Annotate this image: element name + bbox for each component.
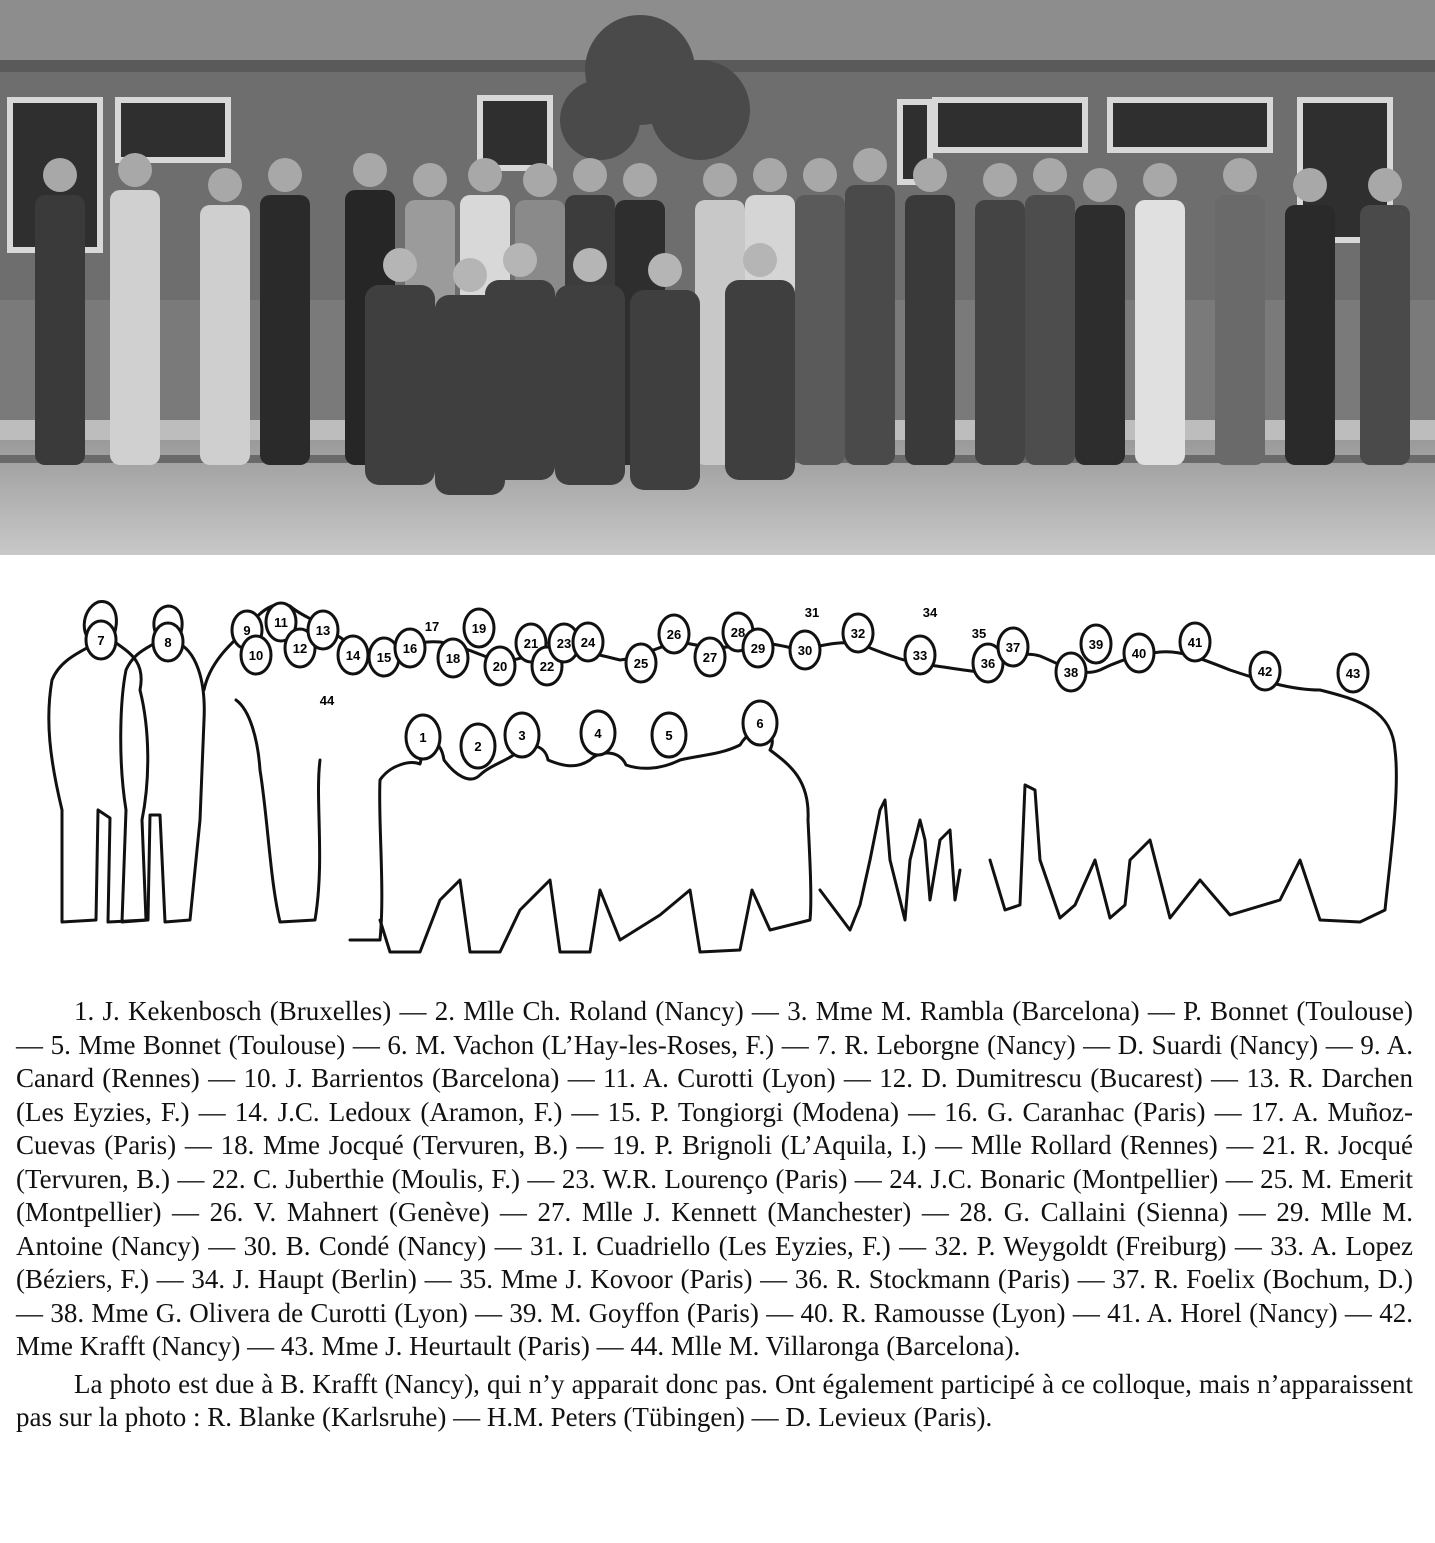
person-head bbox=[523, 163, 557, 197]
person-head bbox=[1083, 168, 1117, 202]
key-number-label: 23 bbox=[556, 636, 572, 651]
person-head bbox=[623, 163, 657, 197]
person-head bbox=[503, 243, 537, 277]
standing-person bbox=[1025, 195, 1075, 465]
standing-person bbox=[200, 205, 250, 465]
standing-person bbox=[35, 195, 85, 465]
person-head bbox=[913, 158, 947, 192]
key-number-label: 13 bbox=[315, 623, 331, 638]
seated-person bbox=[555, 285, 625, 485]
key-number-label: 17 bbox=[424, 619, 440, 634]
person-head bbox=[1143, 163, 1177, 197]
standing-person bbox=[260, 195, 310, 465]
key-number-label: 5 bbox=[665, 728, 673, 743]
key-number-label: 4 bbox=[594, 726, 602, 741]
key-number-label: 25 bbox=[633, 656, 649, 671]
silhouette-outline bbox=[820, 800, 960, 930]
person-head bbox=[118, 153, 152, 187]
key-number-label: 39 bbox=[1088, 637, 1104, 652]
person-head bbox=[453, 258, 487, 292]
person-head bbox=[983, 163, 1017, 197]
person-head bbox=[648, 253, 682, 287]
participant-list: 1. J. Kekenbosch (Bruxelles) — 2. Mlle Ch. Roland (Nancy) — 3. Mme M. Rambla (Barcelona) — P. Bonnet (Toulouse) — 5. Mme Bonnet (Toulouse) — 6. M. Vachon (L’Hay-les-Roses, F.) — 7. R. Leborgne (Nancy) — D. Suardi (Nancy) — 9. A. Canard (Rennes) — 10. J. Barrientos (Barcelona) — 11. A. Curotti (Lyon) — 12. D. Dumitrescu (Bucarest) — 13. R. Darchen (Les Eyzies, F.) — 14. J.C. Ledoux (Aramon, F.) — 15. P. Tongiorgi (Modena) — 16. G. Caranhac (Paris) — 17. A. Muñoz-Cuevas (Paris) — 18. Mme Jocqué (Tervuren, B.) — 19. P. Brignoli (L’Aquila, I.) — Mlle Rollard (Rennes) — 21. R. Jocqué (Tervuren, B.) — 22. C. Juberthie (Moulis, F.) — 23. W.R. Lourenço (Paris) — 24. J.C. Bonaric (Montpellier) — 25. M. Emerit (Montpellier) — 26. V. Mahnert (Genève) — 27. Mlle J. Kennett (Manchester) — 28. G. Callaini (Sienna) — 29. Mlle M. Antoine (Nancy) — 30. B. Condé (Nancy) — 31. I. Cuadriello (Les Eyzies, F.) — 32. P. Weygoldt (Freiburg) — 33. A. Lopez (Béziers, F.) — 34. J. Haupt (Berlin) — 35. Mme J. Kovoor (Paris) — 36. R. Stockmann (Paris) — 37. R. Foelix (Bochum, D.) — 38. Mme G. Olivera de Curotti (Lyon) — 39. M. Goyffon (Paris) — 40. R. Ramousse (Lyon) — 41. A. Horel (Nancy) — 42. Mme Krafft (Nancy) — 43. Mme J. Heurtault (Paris) — 44. Mlle M. Villaronga (Barcelona). bbox=[16, 996, 1413, 1361]
key-number-label: 42 bbox=[1257, 664, 1273, 679]
person-head bbox=[1293, 168, 1327, 202]
key-number-label: 26 bbox=[666, 627, 682, 642]
caption bbox=[16, 995, 1413, 1435]
person-head bbox=[43, 158, 77, 192]
person-head bbox=[573, 158, 607, 192]
silhouette-outline bbox=[236, 700, 320, 922]
person-head bbox=[753, 158, 787, 192]
seated-person bbox=[725, 280, 795, 480]
key-number-label: 3 bbox=[518, 728, 526, 743]
key-number-label: 36 bbox=[980, 656, 996, 671]
key-number-label: 24 bbox=[580, 635, 596, 650]
person-head bbox=[208, 168, 242, 202]
silhouette-key bbox=[0, 560, 1435, 980]
key-number-label: 16 bbox=[402, 641, 418, 656]
person-head bbox=[413, 163, 447, 197]
key-number-label: 44 bbox=[319, 693, 335, 708]
key-number-label: 30 bbox=[797, 643, 813, 658]
photo-credit: La photo est due à B. Krafft (Nancy), qui n’y apparait donc pas. Ont également participé à ce colloque, mais n’apparaissent pas sur la photo : R. Blanke (Karlsruhe) — H.M. Peters (Tübingen) — D. Levieux (Paris). bbox=[16, 1368, 1413, 1432]
key-number-label: 20 bbox=[492, 659, 508, 674]
key-number-label: 1 bbox=[419, 730, 427, 745]
key-number-label: 15 bbox=[376, 650, 392, 665]
key-number-label: 40 bbox=[1131, 646, 1147, 661]
key-number-label: 27 bbox=[702, 650, 718, 665]
standing-person bbox=[905, 195, 955, 465]
person-head bbox=[853, 148, 887, 182]
seated-person bbox=[630, 290, 700, 490]
standing-person bbox=[110, 190, 160, 465]
person-head bbox=[573, 248, 607, 282]
key-number-label: 12 bbox=[292, 641, 308, 656]
person-head bbox=[1368, 168, 1402, 202]
key-number-label: 34 bbox=[922, 605, 938, 620]
key-number-label: 32 bbox=[850, 626, 866, 641]
person-head bbox=[703, 163, 737, 197]
key-number-label: 18 bbox=[445, 651, 461, 666]
person-head bbox=[803, 158, 837, 192]
key-number-label: 35 bbox=[971, 626, 987, 641]
key-number-label: 22 bbox=[539, 659, 555, 674]
person-head bbox=[468, 158, 502, 192]
key-number-label: 33 bbox=[912, 648, 928, 663]
key-number-label: 43 bbox=[1345, 666, 1361, 681]
key-number-label: 19 bbox=[471, 621, 487, 636]
key-number-label: 6 bbox=[756, 716, 764, 731]
standing-person bbox=[1215, 195, 1265, 465]
key-number-label: 8 bbox=[164, 635, 172, 650]
person-head bbox=[268, 158, 302, 192]
person-head bbox=[1223, 158, 1257, 192]
key-number-label: 11 bbox=[274, 615, 288, 630]
seated-person bbox=[485, 280, 555, 480]
key-number-label: 38 bbox=[1063, 665, 1079, 680]
standing-person bbox=[845, 185, 895, 465]
key-number-label: 28 bbox=[730, 625, 746, 640]
silhouette-outline bbox=[350, 730, 811, 952]
key-number-label: 31 bbox=[804, 605, 820, 620]
key-number-label: 2 bbox=[474, 739, 482, 754]
group-photo bbox=[0, 0, 1435, 555]
standing-person bbox=[1135, 200, 1185, 465]
key-number-label: 9 bbox=[243, 623, 251, 638]
key-number-label: 14 bbox=[345, 648, 361, 663]
key-number-label: 37 bbox=[1005, 640, 1021, 655]
standing-person bbox=[1360, 205, 1410, 465]
standing-person bbox=[795, 195, 845, 465]
key-number-label: 7 bbox=[97, 633, 105, 648]
standing-person bbox=[1075, 205, 1125, 465]
key-number-label: 41 bbox=[1187, 635, 1203, 650]
person-head bbox=[743, 243, 777, 277]
key-number-label: 21 bbox=[523, 636, 539, 651]
standing-person bbox=[1285, 205, 1335, 465]
key-number-label: 10 bbox=[248, 648, 264, 663]
person-head bbox=[353, 153, 387, 187]
person-head bbox=[1033, 158, 1067, 192]
person-head bbox=[383, 248, 417, 282]
standing-person bbox=[975, 200, 1025, 465]
seated-person bbox=[365, 285, 435, 485]
key-number-label: 29 bbox=[750, 641, 766, 656]
